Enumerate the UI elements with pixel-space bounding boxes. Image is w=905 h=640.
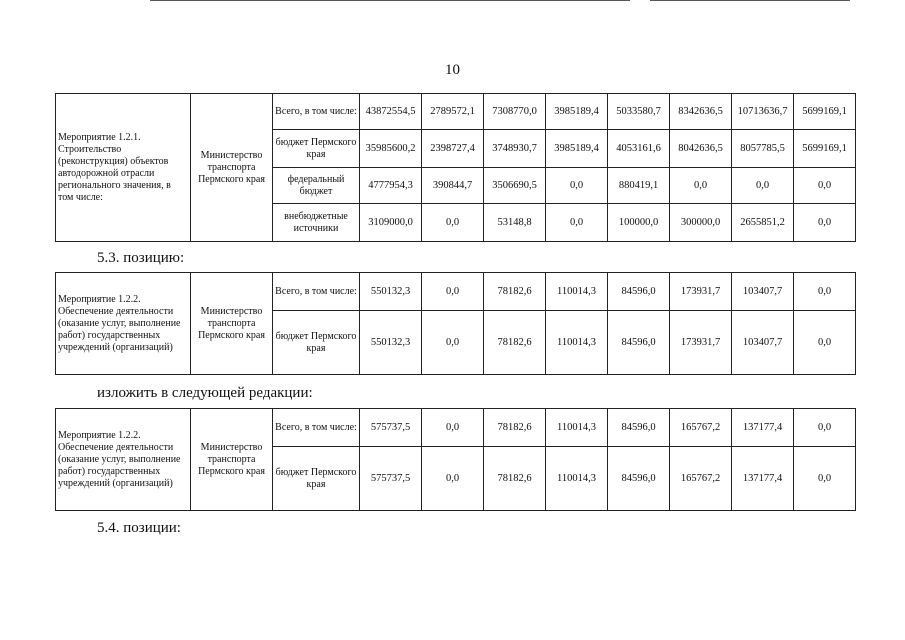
value-cell: 0,0 [422, 204, 484, 242]
value-cell: 0,0 [670, 168, 732, 204]
table-row [56, 409, 856, 447]
value-cell: 8342636,5 [670, 94, 732, 130]
page-number: 10 [445, 62, 460, 78]
top-border-line [150, 0, 630, 1]
value-cell: 550132,3 [360, 273, 422, 311]
value-cell: 3109000,0 [360, 204, 422, 242]
value-cell: 300000,0 [670, 204, 732, 242]
value-cell: 53148,8 [484, 204, 546, 242]
value-cell: 173931,7 [670, 273, 732, 311]
value-cell: 2789572,1 [422, 94, 484, 130]
value-cell: 0,0 [794, 311, 856, 375]
value-cell: 5699169,1 [794, 94, 856, 130]
value-cell: 0,0 [546, 168, 608, 204]
value-cell: 880419,1 [608, 168, 670, 204]
value-cell: 0,0 [422, 273, 484, 311]
value-cell: 84596,0 [608, 311, 670, 375]
value-cell: 35985600,2 [360, 130, 422, 168]
value-cell: 575737,5 [360, 409, 422, 447]
value-cell: 5033580,7 [608, 94, 670, 130]
value-cell: 0,0 [546, 204, 608, 242]
table-activity-122-old [55, 272, 856, 375]
value-cell: 390844,7 [422, 168, 484, 204]
funding-source: бюджет Пермского края [273, 447, 360, 511]
ministry-name: Министерство транспорта Пермского края [191, 273, 273, 375]
value-cell: 4053161,6 [608, 130, 670, 168]
value-cell: 3985189,4 [546, 94, 608, 130]
funding-source: Всего, в том числе: [273, 409, 360, 447]
value-cell: 0,0 [794, 273, 856, 311]
top-border-line [650, 0, 850, 1]
ministry-name: Министерство транспорта Пермского края [191, 409, 273, 511]
value-cell: 0,0 [732, 168, 794, 204]
section-heading-5-3: 5.3. позицию: [97, 250, 185, 266]
value-cell: 7308770,0 [484, 94, 546, 130]
funding-source: Всего, в том числе: [273, 94, 360, 130]
value-cell: 78182,6 [484, 273, 546, 311]
value-cell: 110014,3 [546, 273, 608, 311]
value-cell: 8042636,5 [670, 130, 732, 168]
activity-name: Мероприятие 1.2.2. Обеспечение деятельности (оказание услуг, выполнение работ) государственных учреждений (организаций) [56, 409, 191, 511]
value-cell: 8057785,5 [732, 130, 794, 168]
value-cell: 137177,4 [732, 447, 794, 511]
value-cell: 78182,6 [484, 311, 546, 375]
value-cell: 110014,3 [546, 311, 608, 375]
section-heading-5-4: 5.4. позиции: [97, 520, 181, 536]
value-cell: 0,0 [422, 447, 484, 511]
value-cell: 10713636,7 [732, 94, 794, 130]
value-cell: 78182,6 [484, 409, 546, 447]
funding-source: бюджет Пермского края [273, 311, 360, 375]
value-cell: 0,0 [794, 409, 856, 447]
value-cell: 84596,0 [608, 447, 670, 511]
value-cell: 103407,7 [732, 273, 794, 311]
value-cell: 0,0 [422, 409, 484, 447]
value-cell: 3748930,7 [484, 130, 546, 168]
table-row [56, 94, 856, 130]
funding-source: Всего, в том числе: [273, 273, 360, 311]
value-cell: 575737,5 [360, 447, 422, 511]
activity-name: Мероприятие 1.2.2. Обеспечение деятельности (оказание услуг, выполнение работ) государственных учреждений (организаций) [56, 273, 191, 375]
value-cell: 2398727,4 [422, 130, 484, 168]
value-cell: 110014,3 [546, 447, 608, 511]
value-cell: 173931,7 [670, 311, 732, 375]
value-cell: 3506690,5 [484, 168, 546, 204]
table-activity-122-new [55, 408, 856, 511]
ministry-name: Министерство транспорта Пермского края [191, 94, 273, 242]
funding-source: внебюджетные источники [273, 204, 360, 242]
value-cell: 165767,2 [670, 409, 732, 447]
table-activity-121 [55, 93, 856, 242]
value-cell: 78182,6 [484, 447, 546, 511]
value-cell: 0,0 [794, 447, 856, 511]
value-cell: 100000,0 [608, 204, 670, 242]
value-cell: 110014,3 [546, 409, 608, 447]
value-cell: 3985189,4 [546, 130, 608, 168]
value-cell: 84596,0 [608, 409, 670, 447]
value-cell: 43872554,5 [360, 94, 422, 130]
value-cell: 0,0 [422, 311, 484, 375]
value-cell: 4777954,3 [360, 168, 422, 204]
table-row [56, 273, 856, 311]
section-heading-edit: изложить в следующей редакции: [97, 385, 313, 401]
value-cell: 5699169,1 [794, 130, 856, 168]
value-cell: 84596,0 [608, 273, 670, 311]
value-cell: 137177,4 [732, 409, 794, 447]
value-cell: 2655851,2 [732, 204, 794, 242]
funding-source: бюджет Пермского края [273, 130, 360, 168]
funding-source: федеральный бюджет [273, 168, 360, 204]
activity-name: Мероприятие 1.2.1. Строительство (реконструкция) объектов автодорожной отрасли регионального значения, в том числе: [56, 94, 191, 242]
value-cell: 0,0 [794, 204, 856, 242]
value-cell: 103407,7 [732, 311, 794, 375]
value-cell: 550132,3 [360, 311, 422, 375]
value-cell: 0,0 [794, 168, 856, 204]
value-cell: 165767,2 [670, 447, 732, 511]
